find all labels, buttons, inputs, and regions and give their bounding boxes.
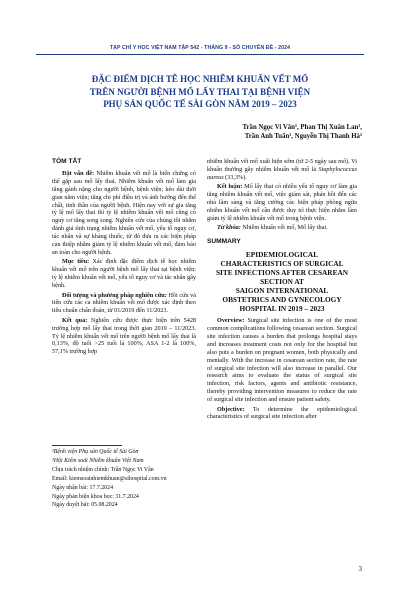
summary-heading-vi: TÓM TẮT	[52, 158, 82, 165]
en-title-line: CHARACTERISTICS OF SURGICAL	[220, 259, 344, 269]
date-reviewed: Ngày phản biện khoa học: 31.7.2024	[52, 493, 139, 500]
title-line: TRÊN NGƯỜI BỆNH MỔ LẤY THAI TẠI BỆNH VIỆN	[89, 86, 311, 97]
keywords-label: Từ khóa:	[217, 224, 241, 232]
paragraph-conclusion	[207, 183, 357, 223]
results-label: Kết quả:	[62, 316, 88, 324]
objective-label: Mục tiêu:	[62, 258, 90, 266]
footnotes	[52, 448, 197, 510]
author-list	[205, 123, 362, 141]
paragraph-overview	[207, 317, 357, 404]
en-title-line: EPIDEMIOLOGICAL	[245, 250, 319, 260]
footnote-rule	[52, 445, 122, 446]
page-number: 3	[358, 565, 362, 573]
right-column	[207, 158, 357, 423]
paragraph-results	[52, 317, 196, 357]
problem-text: Nhiễm khuẩn vết mổ là biến chứng có thể gặp sau mổ lấy thai. Nhiễm khuẩn vết mổ làm gia tăng gánh nặng cho người bệnh, bệnh viện; kéo dài thời gian nằm viện; tăng chi phí điều trị và ảnh hưởng đến thể chất, tinh thần của người bệnh. Hiện nay với sự gia tăng tỷ lệ mổ lấy thai thì tỷ lệ nhiễm khuẩn vết mổ cũng có nguy cơ tăng song song. Nghiên cứu của chúng tôi nhằm đánh giá tình trạng nhiễm khuẩn vết mổ, yếu tố nguy cơ, tác nhân và sự kháng thuốc, từ đó đưa ra các biện pháp can thiệp nhằm giảm tỷ lệ nhiễm khuẩn vết mổ, đảm bảo an toàn cho người bệnh.	[52, 169, 196, 256]
paragraph-problem	[52, 170, 196, 257]
paragraph-objective	[52, 258, 196, 290]
affiliation-2: ²Hội Kiểm soát Nhiễm khuẩn Việt Nam	[52, 457, 144, 464]
article-title	[40, 73, 360, 111]
corresponding-author: Chịu trách nhiệm chính: Trần Ngọc Vi Vân	[52, 466, 154, 473]
date-received: Ngày nhận bài: 17.7.2024	[52, 484, 114, 491]
title-line: PHỤ SẢN QUỐC TẾ SÀI GÒN NĂM 2019 – 2023	[103, 99, 297, 109]
author-line: Trần Ngọc Vi Vân¹, Phan Thị Xuân Lan¹,	[242, 124, 362, 131]
results-cont-text: nhiễm khuẩn vết mổ xuất hiện sớm (từ 2-5 ngày sau mổ). Vi khuẩn thường gây nhiễm khuẩn vết mổ là	[207, 158, 357, 173]
problem-label: Đặt vấn đề:	[62, 169, 95, 177]
en-title-line: SAIGON INTERNATIONAL	[235, 286, 329, 296]
overview-label: Overview:	[217, 317, 245, 325]
en-title-line: OBSTETRICS AND GYNECOLOGY	[222, 295, 342, 305]
journal-header: TẠP CHÍ Y HỌC VIỆT NAM TẬP 542 - THÁNG 9 - SỐ CHUYÊN ĐỀ - 2024	[109, 45, 291, 51]
english-title	[207, 250, 357, 313]
conclusion-text: Mổ lấy thai có nhiều yếu tố nguy cơ làm gia tăng nhiễm khuẩn vết mổ, việc giám sát, phản hồi đến các nhà lâm sàng và tăng cường các biện pháp phòng ngừa nhiễm khuẩn vết mổ cần được duy trì thực hiện nhằm làm giảm tỷ lệ nhiễm khuẩn vết mổ trong bệnh viện.	[207, 183, 357, 222]
overview-text: Surgical site infection is one of the most common complications following cesarean section. Surgical site infection causes a burden that prolongs hospital stays and increases treatment costs not only for the hospital but also puts a burden on pregnant women, both physically and mentally. With the increase in cesarean section rate, the rate of surgical site infection will also increase in parallel. Our research aims to evaluate the status of surgical site infection, risk factors, agents and antibiotic resistance, thereby providing intervention measures to reduce the rate of surgical site infection and ensure patient safety.	[207, 317, 357, 404]
summary-heading-en: SUMMARY	[207, 238, 241, 246]
author-line: Trần Anh Tuấn¹, Nguyễn Thị Thanh Hà²	[244, 133, 362, 140]
paragraph-keywords	[207, 224, 357, 232]
methods-text: Hồi cứu và tiến cứu các ca nhiễm khuẩn vết mổ được xác định theo tiêu chuẩn chẩn đoán, từ 01/2019 đến 11/2023.	[52, 291, 197, 315]
left-column	[52, 158, 196, 358]
header-rule	[36, 54, 364, 55]
methods-label: Đối tượng và phương pháp nghiên cứu:	[62, 291, 167, 299]
results-tail: (33,3%).	[225, 173, 247, 181]
en-title-line: SECTION AT	[260, 277, 304, 287]
paragraph-results-cont	[207, 158, 357, 182]
en-title-line: HOSPITAL IN 2019 – 2023	[239, 304, 325, 314]
paragraph-methods	[52, 292, 196, 316]
affiliation-1: ¹Bệnh viện Phụ sản Quốc tế Sài Gòn	[52, 449, 139, 455]
objective-en-text: To determine the epidemiological characteristics of surgical site infection after	[207, 405, 357, 421]
title-line: ĐẶC ĐIỂM DỊCH TỄ HỌC NHIỄM KHUẨN VẾT MỔ	[91, 74, 309, 84]
date-accepted: Ngày duyệt bài: 05.08.2024	[52, 502, 118, 509]
email: Email: kiemsoatnhiemkhuan@sihospital.com.vn	[52, 475, 167, 482]
en-title-line: SITE INFECTIONS AFTER CESAREAN	[216, 268, 348, 278]
conclusion-label: Kết luận:	[217, 183, 243, 191]
paragraph-objective-en	[207, 406, 357, 422]
results-text: Nghiên cứu được thực hiện trên 5428 trường hợp mổ lấy thai trong thời gian 2019 – 11/2023. Tỷ lệ nhiễm khuẩn vết mổ trên người bệnh mổ lấy thai là 0,13%, độ tuổi >25 tuổi là 100%, ASA 1-2 là 100%, 57,1% trường hợp	[52, 316, 197, 356]
objective-text: Xác định đặc điểm dịch tễ học nhiễm khuẩn vết mổ trên người bệnh mổ lấy thai tại bệnh viện: tỷ lệ nhiễm khuẩn vết mổ, yếu tố nguy cơ và tác nhân gây bệnh.	[52, 258, 196, 290]
objective-en-label: Objective:	[217, 405, 245, 413]
keywords-text: Nhiễm khuẩn vết mổ, Mổ lấy thai.	[242, 224, 328, 232]
results-organism: Staphylococcus aureus	[207, 165, 358, 181]
